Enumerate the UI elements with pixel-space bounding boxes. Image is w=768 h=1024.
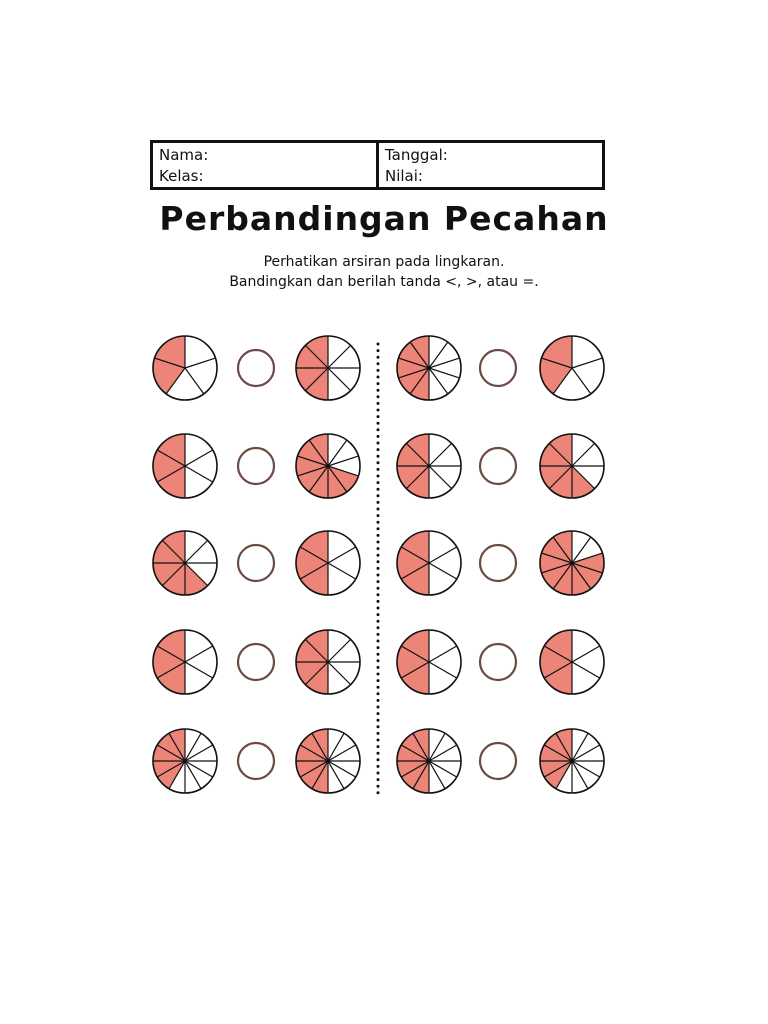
answer-circle-7[interactable] [238, 644, 274, 680]
answer-circle-6[interactable] [480, 545, 516, 581]
division-line [429, 358, 459, 368]
answer-circle-5[interactable] [238, 545, 274, 581]
answer-circle-2[interactable] [480, 350, 516, 386]
fraction-circle-7-right [296, 630, 360, 694]
fraction-circle-2-right [540, 336, 604, 400]
division-line [185, 450, 213, 466]
division-line [328, 345, 351, 368]
nilai-field[interactable]: Nilai: [385, 166, 423, 185]
shaded-sector [153, 434, 185, 498]
division-line [429, 547, 457, 563]
division-line [429, 563, 457, 579]
worksheet-title: Perbandingan Pecahan [159, 199, 609, 238]
fraction-circle-10-right [540, 729, 604, 793]
division-line [429, 368, 448, 394]
division-line [328, 547, 356, 563]
division-line [328, 662, 351, 685]
fraction-circle-5-left [153, 531, 217, 595]
fraction-circle-1-right [296, 336, 360, 400]
answer-circle-4[interactable] [480, 448, 516, 484]
division-line [429, 368, 459, 378]
fraction-circle-10-left [397, 729, 461, 793]
shaded-sector [540, 630, 572, 694]
division-line [429, 662, 457, 678]
division-line [328, 456, 358, 466]
fraction-circle-6-left [397, 531, 461, 595]
fraction-circle-9-left [153, 729, 217, 793]
division-line [328, 563, 356, 579]
division-line [572, 443, 595, 466]
nama-field[interactable]: Nama: [159, 145, 209, 164]
answer-circle-10[interactable] [480, 743, 516, 779]
division-line [572, 368, 591, 394]
fraction-circle-2-left [397, 336, 461, 400]
answer-circle-3[interactable] [238, 448, 274, 484]
division-line [429, 443, 452, 466]
division-line [328, 368, 351, 391]
shaded-sector [397, 630, 429, 694]
answer-circle-9[interactable] [238, 743, 274, 779]
division-line [572, 358, 602, 368]
division-line [328, 639, 351, 662]
division-line [185, 358, 215, 368]
fraction-circle-5-right [296, 531, 360, 595]
division-line [429, 342, 448, 368]
division-line [328, 440, 347, 466]
kelas-field[interactable]: Kelas: [159, 166, 204, 185]
division-line [185, 662, 213, 678]
shaded-sector [296, 531, 328, 595]
fraction-circle-3-left [153, 434, 217, 498]
fraction-circle-4-right [540, 434, 604, 498]
shaded-sector [153, 630, 185, 694]
fraction-circle-3-right [296, 434, 360, 498]
instruction-line-2: Bandingkan dan berilah tanda <, >, atau =. [229, 274, 539, 290]
fraction-circle-4-left [397, 434, 461, 498]
fraction-circle-8-right [540, 630, 604, 694]
answer-circle-8[interactable] [480, 644, 516, 680]
division-line [185, 540, 208, 563]
division-line [185, 646, 213, 662]
instruction-line-1: Perhatikan arsiran pada lingkaran. [263, 254, 505, 270]
fraction-circle-9-right [296, 729, 360, 793]
division-line [429, 646, 457, 662]
division-line [429, 466, 452, 489]
division-line [572, 646, 600, 662]
fraction-circle-6-right [540, 531, 604, 595]
division-line [185, 368, 204, 394]
division-line [572, 662, 600, 678]
answer-circle-1[interactable] [238, 350, 274, 386]
fraction-circle-1-left [153, 336, 217, 400]
shaded-sector [397, 531, 429, 595]
fraction-circle-7-left [153, 630, 217, 694]
fraction-circle-8-left [397, 630, 461, 694]
tanggal-field[interactable]: Tanggal: [385, 145, 448, 164]
division-line [185, 466, 213, 482]
